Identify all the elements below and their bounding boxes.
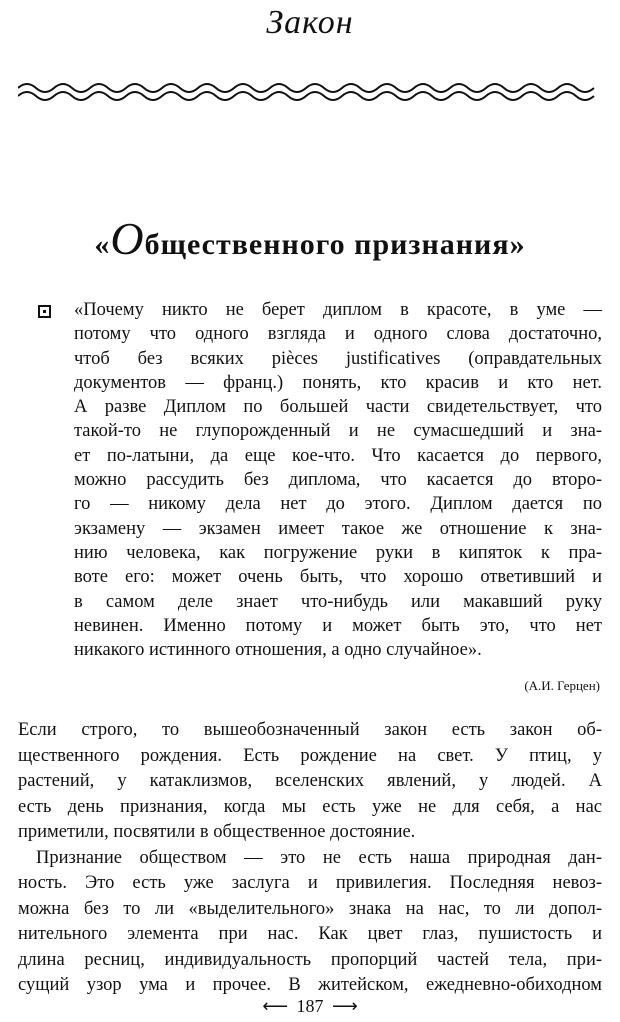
epigraph-quote <box>74 298 602 662</box>
page-footer <box>0 996 620 1017</box>
running-header: Закон <box>266 4 354 41</box>
quote-line: никакого истинного отношения, а одно случайное». <box>74 640 482 661</box>
quote-line: А разве Диплом по большей части свидетельствует, что <box>74 397 602 418</box>
body-line: щественного рождения. Есть рождение на свет. У птиц, у <box>18 745 602 766</box>
quote-line: экзамену — экзамен имеет такое же отношение к зна- <box>74 518 602 539</box>
quote-line: такой-то не глупорожденный и не сумасшедший и зна- <box>74 421 602 442</box>
body-line: есть день признания, когда мы есть уже не для себя, а нас <box>18 796 602 817</box>
wave-ornament <box>18 76 596 106</box>
quote-line: нию человека, как погружение руки в кипяток к пра- <box>74 542 602 563</box>
quote-line: невинен. Именно потому и может быть это, что нет <box>74 615 602 636</box>
arrow-left-icon: ⟵ <box>262 996 288 1017</box>
chapter-title-dropcap: О <box>110 213 145 264</box>
quote-line: документов — франц.) понять, кто красив и кто нет. <box>74 372 602 393</box>
quote-line: ет по-латыни, да еще кое-что. Что касается до первого, <box>74 445 602 466</box>
quote-line: потому что одного взгляда и одного слова достаточно, <box>74 324 602 345</box>
body-paragraphs <box>18 718 602 999</box>
body-line: Признание обществом — это не есть наша природная дан- <box>36 847 602 868</box>
body-line: ность. Это есть уже заслуга и привилегия. Последняя невоз- <box>18 873 602 893</box>
quote-line: чтоб без всяких pièces justificatives (оправдательных <box>74 348 602 369</box>
page-number: 187 <box>296 996 324 1016</box>
chapter-title-open-quote: « <box>94 228 111 261</box>
chapter-title-text: бщественного признания <box>144 228 510 261</box>
body-line: нительного элемента при нас. Как цвет глаз, пушистость и <box>18 924 602 944</box>
arrow-right-icon: ⟶ <box>332 996 358 1017</box>
square-bullet-icon <box>38 305 51 318</box>
chapter-title <box>0 212 620 265</box>
body-line: растений, у катаклизмов, вселенских явлений, у людей. А <box>18 771 602 791</box>
body-line: можна без то ли «выделительного» знака на нас, то ли допол- <box>18 898 602 919</box>
quote-line: можно рассудить без диплома, что касается до второ- <box>74 470 602 491</box>
body-line: длина ресниц, индивидуальность пропорций частей тела, при- <box>18 949 602 970</box>
chapter-title-close-quote: » <box>509 228 526 261</box>
quote-line: го — никому дела нет до этого. Диплом дается по <box>74 494 602 515</box>
quote-line: «Почему никто не берет диплом в красоте, в уме — <box>74 300 602 320</box>
quote-line: в самом деле знает что-нибудь или макавший руку <box>74 591 602 612</box>
quote-attribution: (А.И. Герцен) <box>524 678 600 693</box>
body-line: сущий узор ума и прочее. В житейском, ежедневно-обиходном <box>18 975 602 995</box>
body-line: Если строго, то вышеобозначенный закон есть закон об- <box>18 720 602 740</box>
quote-line: воте его: может очень быть, что хорошо ответивший и <box>74 567 602 588</box>
body-line: приметили, посвятили в общественное достояние. <box>18 822 416 842</box>
